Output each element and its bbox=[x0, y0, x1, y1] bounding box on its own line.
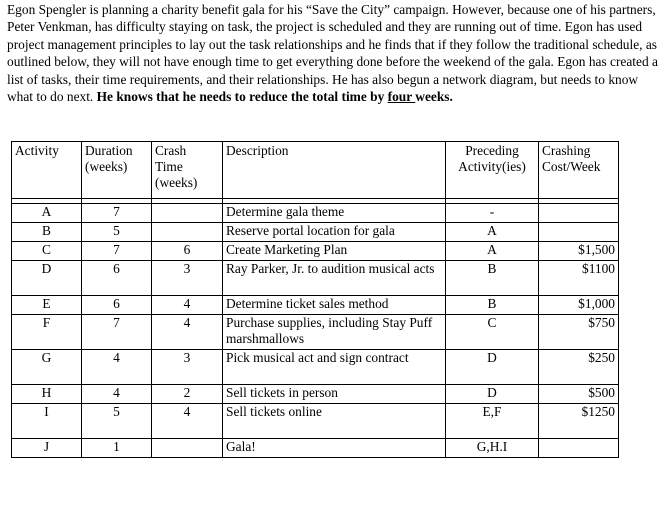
cell-preceding: B bbox=[446, 296, 539, 315]
table-row bbox=[12, 204, 619, 223]
header-preceding: Preceding Activity(ies) bbox=[446, 142, 539, 199]
cell-activity: I bbox=[12, 404, 82, 439]
cell-activity: E bbox=[12, 296, 82, 315]
cell-activity: A bbox=[12, 204, 82, 223]
cell-crash: 6 bbox=[152, 242, 223, 261]
table-row bbox=[12, 315, 619, 350]
cell-description: Sell tickets online bbox=[223, 404, 446, 439]
cell-description: Gala! bbox=[223, 439, 446, 458]
cell-cost: $1250 bbox=[539, 404, 619, 439]
cell-preceding: C bbox=[446, 315, 539, 350]
cell-crash: 4 bbox=[152, 296, 223, 315]
cell-duration: 4 bbox=[82, 350, 152, 385]
cell-duration: 7 bbox=[82, 315, 152, 350]
cell-preceding: B bbox=[446, 261, 539, 296]
header-row bbox=[12, 142, 619, 199]
cell-activity: C bbox=[12, 242, 82, 261]
scenario-paragraph bbox=[7, 1, 659, 105]
cell-cost bbox=[539, 204, 619, 223]
cell-duration: 7 bbox=[82, 204, 152, 223]
cell-duration: 6 bbox=[82, 296, 152, 315]
cell-crash: 4 bbox=[152, 315, 223, 350]
cell-cost bbox=[539, 223, 619, 242]
cell-cost: $750 bbox=[539, 315, 619, 350]
cell-activity: J bbox=[12, 439, 82, 458]
table-row bbox=[12, 439, 619, 458]
table-row bbox=[12, 350, 619, 385]
cell-crash: 2 bbox=[152, 385, 223, 404]
table-row bbox=[12, 242, 619, 261]
cell-cost: $1,500 bbox=[539, 242, 619, 261]
cell-cost bbox=[539, 439, 619, 458]
table-row bbox=[12, 385, 619, 404]
cell-description: Purchase supplies, including Stay Puff marshmallows bbox=[223, 315, 446, 350]
cell-duration: 6 bbox=[82, 261, 152, 296]
cell-crash bbox=[152, 439, 223, 458]
cell-crash: 3 bbox=[152, 350, 223, 385]
cell-cost: $1100 bbox=[539, 261, 619, 296]
cell-description: Determine gala theme bbox=[223, 204, 446, 223]
cell-cost: $250 bbox=[539, 350, 619, 385]
cell-cost: $1,000 bbox=[539, 296, 619, 315]
header-activity: Activity bbox=[12, 142, 82, 199]
scenario-text: Egon Spengler is planning a charity benefit gala for his “Save the City” campaign. However, because one of his partners, Peter Venkman, has difficulty staying on task, the project is scheduled and they are running out of time. Egon has used project management principles to lay out the task relationships and he finds that if they follow the traditional schedule, as outlined below, they will not have enough time to get everything done before the weekend of the gala. Egon has created a list of tasks, their time requirements, and their relationships. He has also begun a network diagram, but needs to know what to do next. bbox=[7, 2, 658, 105]
cell-preceding: D bbox=[446, 350, 539, 385]
cell-cost: $500 bbox=[539, 385, 619, 404]
cell-description: Determine ticket sales method bbox=[223, 296, 446, 315]
cell-activity: G bbox=[12, 350, 82, 385]
table-row bbox=[12, 296, 619, 315]
cell-activity: D bbox=[12, 261, 82, 296]
cell-activity: B bbox=[12, 223, 82, 242]
cell-activity: H bbox=[12, 385, 82, 404]
cell-duration: 5 bbox=[82, 404, 152, 439]
requirement-emphasis: four bbox=[387, 89, 416, 105]
header-crashing-cost: Crashing Cost/Week bbox=[539, 142, 619, 199]
cell-description: Ray Parker, Jr. to audition musical acts bbox=[223, 261, 446, 296]
header-duration: Duration (weeks) bbox=[82, 142, 152, 199]
cell-crash: 4 bbox=[152, 404, 223, 439]
table-row bbox=[12, 404, 619, 439]
cell-description: Create Marketing Plan bbox=[223, 242, 446, 261]
cell-duration: 4 bbox=[82, 385, 152, 404]
cell-description: Pick musical act and sign contract bbox=[223, 350, 446, 385]
cell-description: Sell tickets in person bbox=[223, 385, 446, 404]
cell-crash bbox=[152, 223, 223, 242]
cell-duration: 7 bbox=[82, 242, 152, 261]
requirement-text: He knows that he needs to reduce the total time by four weeks. bbox=[96, 89, 453, 105]
cell-preceding: A bbox=[446, 242, 539, 261]
header-description: Description bbox=[223, 142, 446, 199]
cell-description: Reserve portal location for gala bbox=[223, 223, 446, 242]
cell-duration: 5 bbox=[82, 223, 152, 242]
table-row bbox=[12, 261, 619, 296]
cell-preceding: A bbox=[446, 223, 539, 242]
cell-crash: 3 bbox=[152, 261, 223, 296]
cell-preceding: D bbox=[446, 385, 539, 404]
cell-preceding: E,F bbox=[446, 404, 539, 439]
table-row bbox=[12, 223, 619, 242]
cell-preceding: - bbox=[446, 204, 539, 223]
cell-preceding: G,H.I bbox=[446, 439, 539, 458]
cell-crash bbox=[152, 204, 223, 223]
task-table bbox=[11, 141, 619, 458]
cell-duration: 1 bbox=[82, 439, 152, 458]
header-crash-time: Crash Time (weeks) bbox=[152, 142, 223, 199]
cell-activity: F bbox=[12, 315, 82, 350]
